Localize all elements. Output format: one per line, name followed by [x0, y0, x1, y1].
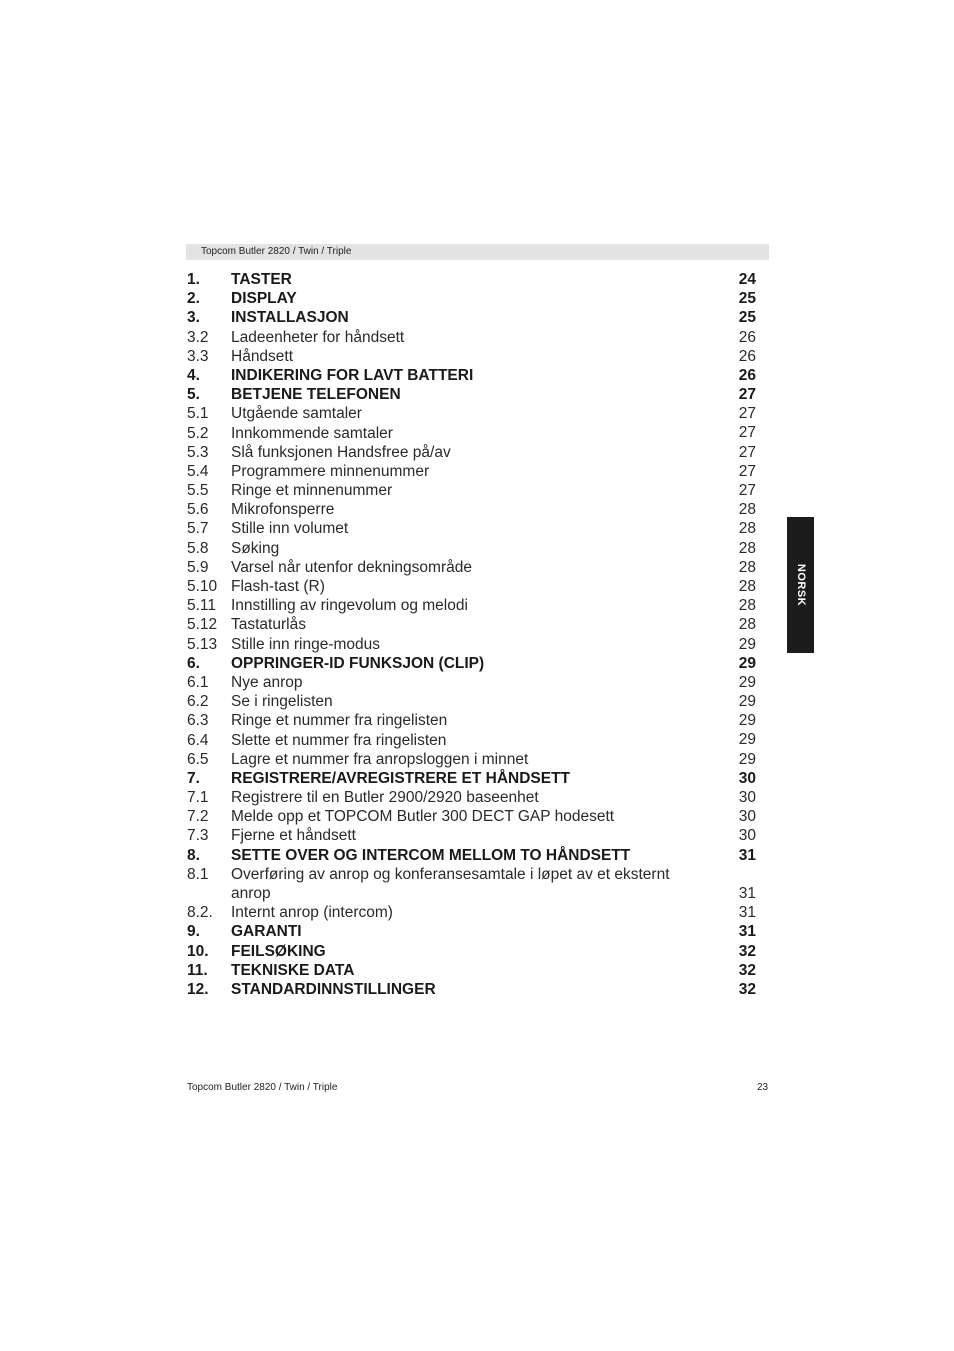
toc-entry-number: 5.12 [187, 616, 218, 634]
toc-entry-number: 5.1 [187, 405, 209, 423]
toc-entry-title: INDIKERING FOR LAVT BATTERI [231, 366, 474, 384]
toc-entry[interactable] [187, 366, 757, 385]
toc-entry[interactable] [187, 500, 757, 519]
toc-entry-page: 29 [738, 693, 756, 711]
toc-entry-title: BETJENE TELEFONEN [231, 386, 401, 404]
toc-entry-number: 11. [187, 961, 208, 979]
toc-entry[interactable] [187, 385, 757, 404]
toc-entry-page: 25 [738, 309, 756, 327]
toc-entry[interactable] [187, 673, 757, 692]
toc-entry-number: 8. [187, 846, 200, 864]
toc-entry-number: 6.1 [187, 673, 209, 691]
toc-entry-number: 6.3 [187, 712, 209, 730]
toc-entry-page: 31 [738, 904, 756, 922]
toc-entry-title: Internt anrop (intercom) [231, 904, 393, 922]
toc-entry-title: SETTE OVER OG INTERCOM MELLOM TO HÅNDSETT [231, 846, 631, 864]
language-tab [787, 517, 814, 653]
toc-entry-number: 5.13 [187, 635, 218, 653]
toc-entry[interactable] [187, 750, 757, 769]
toc-entry-title: Varsel når utenfor dekningsområde [231, 558, 472, 576]
toc-entry[interactable] [187, 654, 757, 673]
toc-entry-number: 3. [187, 309, 200, 327]
toc-entry[interactable] [187, 308, 757, 327]
toc-entry-title: Tastaturlås [231, 616, 306, 634]
toc-entry-number: 5.6 [187, 501, 209, 519]
toc-entry-title: Slå funksjonen Handsfree på/av [231, 443, 451, 461]
toc-entry[interactable] [187, 596, 757, 615]
toc-entry[interactable] [187, 424, 757, 443]
toc-entry-page: 27 [738, 443, 756, 461]
toc-entry-page: 30 [738, 827, 756, 845]
toc-entry[interactable] [187, 711, 757, 730]
toc-entry-title: TASTER [231, 271, 292, 288]
toc-entry-page: 30 [738, 808, 756, 826]
toc-entry[interactable] [187, 615, 757, 634]
toc-entry-title: Mikrofonsperre [231, 501, 335, 519]
toc-entry-number: 5.3 [187, 443, 209, 461]
toc-entry-number: 10. [187, 942, 209, 960]
toc-entry-title: STANDARDINNSTILLINGER [231, 980, 436, 998]
toc-entry[interactable] [187, 443, 757, 462]
toc-entry-page: 32 [738, 942, 756, 960]
toc-entry[interactable] [187, 903, 757, 922]
toc-entry-number: 6.5 [187, 750, 209, 768]
toc-entry-number: 6. [187, 654, 200, 672]
toc-entry-page: 32 [738, 961, 756, 979]
toc-entry[interactable] [187, 328, 757, 347]
toc-entry-title: REGISTRERE/AVREGISTRERE ET HÅNDSETT [231, 769, 571, 787]
toc-entry-title: Melde opp et TOPCOM Butler 300 DECT GAP hodesett [231, 808, 615, 826]
toc-entry-title: Nye anrop [231, 673, 303, 691]
toc-entry-number: 5.8 [187, 539, 209, 557]
toc-entry-title: Ringe et minnenummer [231, 482, 393, 500]
toc-entry-page: 28 [738, 520, 756, 538]
page-number: 23 [757, 1082, 769, 1093]
toc-entry-title: Programmere minnenummer [231, 462, 430, 480]
toc-entry[interactable] [187, 961, 757, 980]
toc-entry-number: 7. [187, 769, 200, 787]
toc-entry-title: Ladeenheter for håndsett [231, 328, 405, 346]
toc-entry-title: FEILSØKING [231, 942, 326, 960]
toc-entry[interactable] [187, 289, 757, 308]
toc-entry-title: Søking [231, 539, 280, 557]
toc-entry-title: Utgående samtaler [231, 405, 362, 423]
toc-entry-number: 6.2 [187, 693, 209, 711]
toc-entry[interactable] [187, 692, 757, 711]
toc-entry-number: 1. [187, 271, 200, 288]
toc-entry-title: INSTALLASJON [231, 309, 349, 327]
toc-entry-title: Se i ringelisten [231, 693, 333, 711]
toc-entry-page: 32 [738, 980, 756, 998]
toc-entry-page: 29 [738, 654, 756, 672]
toc-entry-page: 26 [738, 347, 756, 365]
toc-entry-title: Registrere til en Butler 2900/2920 baseenhet [231, 789, 539, 807]
toc-entry-title: Stille inn volumet [231, 520, 349, 538]
toc-entry[interactable] [187, 769, 757, 788]
toc-entry-number: 9. [187, 923, 200, 941]
toc-entry[interactable] [187, 826, 757, 845]
toc-entry-page: 24 [738, 270, 756, 288]
toc-entry[interactable] [187, 347, 757, 366]
toc-entry[interactable] [187, 980, 757, 999]
toc-entry-title: Innstilling av ringevolum og melodi [231, 597, 468, 615]
language-tab-label: NORSK [794, 563, 807, 607]
toc-entry-page: 28 [738, 501, 756, 519]
toc-entry[interactable] [187, 577, 757, 596]
toc-entry-title: GARANTI [231, 923, 302, 941]
toc-entry-number: 5.9 [187, 558, 209, 576]
toc-entry-title: Fjerne et håndsett [231, 827, 356, 845]
toc-entry-page: 28 [738, 539, 756, 557]
toc-entry-number: 5.5 [187, 482, 209, 500]
toc-entry-title: Flash-tast (R) [231, 578, 325, 595]
toc-entry[interactable] [187, 462, 757, 481]
toc-entry-title: Lagre et nummer fra anropsloggen i minnet [231, 750, 529, 768]
toc-entry-number: 6.4 [187, 731, 209, 749]
toc-entry-title: Håndsett [231, 347, 294, 365]
table-of-contents [187, 270, 757, 999]
toc-entry-page: 30 [738, 769, 756, 787]
toc-entry-page: 27 [738, 424, 756, 442]
toc-entry-page: 25 [738, 290, 756, 308]
header-text: Topcom Butler 2820 / Twin / Triple [201, 246, 352, 257]
toc-entry-page: 31 [738, 846, 756, 864]
toc-entry[interactable] [187, 922, 757, 941]
toc-entry[interactable] [187, 404, 757, 423]
toc-entry-page: 28 [738, 558, 756, 576]
toc-entry-page: 29 [738, 712, 756, 730]
toc-entry-page: 27 [738, 462, 756, 480]
toc-entry-page: 31 [738, 885, 756, 902]
toc-entry-number: 7.3 [187, 827, 209, 845]
toc-entry[interactable] [187, 788, 757, 807]
toc-entry-page: 29 [738, 731, 756, 749]
toc-entry-page: 29 [738, 750, 756, 768]
toc-entry-number: 5.4 [187, 462, 209, 480]
toc-entry[interactable] [187, 558, 757, 577]
toc-entry[interactable] [187, 539, 757, 558]
toc-entry-page: 26 [738, 366, 756, 384]
toc-entry-page: 28 [738, 597, 756, 615]
toc-entry-number: 8.1 [187, 865, 209, 883]
toc-entry-page: 26 [738, 328, 756, 346]
toc-entry-page: 31 [738, 923, 756, 941]
toc-entry-page: 30 [738, 789, 756, 807]
toc-entry-number: 2. [187, 290, 200, 308]
toc-entry[interactable] [187, 807, 757, 826]
toc-entry-title: Innkommende samtaler [231, 424, 393, 442]
toc-entry-number: 4. [187, 366, 200, 384]
toc-entry[interactable] [187, 481, 757, 500]
toc-entry-page: 27 [738, 405, 756, 423]
toc-entry-page: 27 [738, 386, 756, 404]
toc-entry-number: 3.3 [187, 347, 209, 365]
toc-entry[interactable] [187, 519, 757, 538]
toc-entry-number: 3.2 [187, 328, 209, 346]
toc-entry[interactable] [187, 846, 757, 865]
toc-entry-number: 8.2. [187, 904, 213, 922]
toc-entry-number: 12. [187, 980, 209, 998]
toc-entry[interactable] [187, 731, 757, 750]
toc-entry[interactable] [187, 942, 757, 961]
toc-entry-title: DISPLAY [231, 290, 297, 308]
toc-entry-number: 5.7 [187, 520, 209, 538]
toc-entry-page: 28 [738, 577, 756, 595]
toc-entry-number: 5.11 [187, 597, 217, 615]
toc-entry-number: 5.2 [187, 424, 209, 442]
toc-entry-title: TEKNISKE DATA [231, 961, 355, 979]
toc-entry-title: Overføring av anrop og konferansesamtale i løpet av et eksternt anrop [231, 865, 670, 903]
toc-entry-title: Stille inn ringe-modus [231, 635, 381, 653]
toc-entry[interactable] [187, 270, 757, 289]
toc-entry[interactable] [187, 865, 757, 903]
toc-entry-number: 7.1 [187, 789, 209, 807]
toc-entry-title: OPPRINGER-ID FUNKSJON (CLIP) [231, 654, 485, 672]
toc-entry-page: 29 [738, 635, 756, 653]
toc-entry-page: 27 [738, 482, 756, 500]
footer-text: Topcom Butler 2820 / Twin / Triple [187, 1082, 338, 1093]
toc-entry-number: 5. [187, 386, 200, 404]
toc-entry-title: Slette et nummer fra ringelisten [231, 731, 447, 749]
toc-entry[interactable] [187, 635, 757, 654]
running-header [186, 244, 769, 260]
toc-entry-number: 5.10 [187, 578, 218, 595]
toc-entry-page: 28 [738, 616, 756, 634]
toc-entry-page: 29 [738, 673, 756, 691]
toc-entry-title: Ringe et nummer fra ringelisten [231, 712, 448, 730]
toc-entry-number: 7.2 [187, 808, 209, 826]
